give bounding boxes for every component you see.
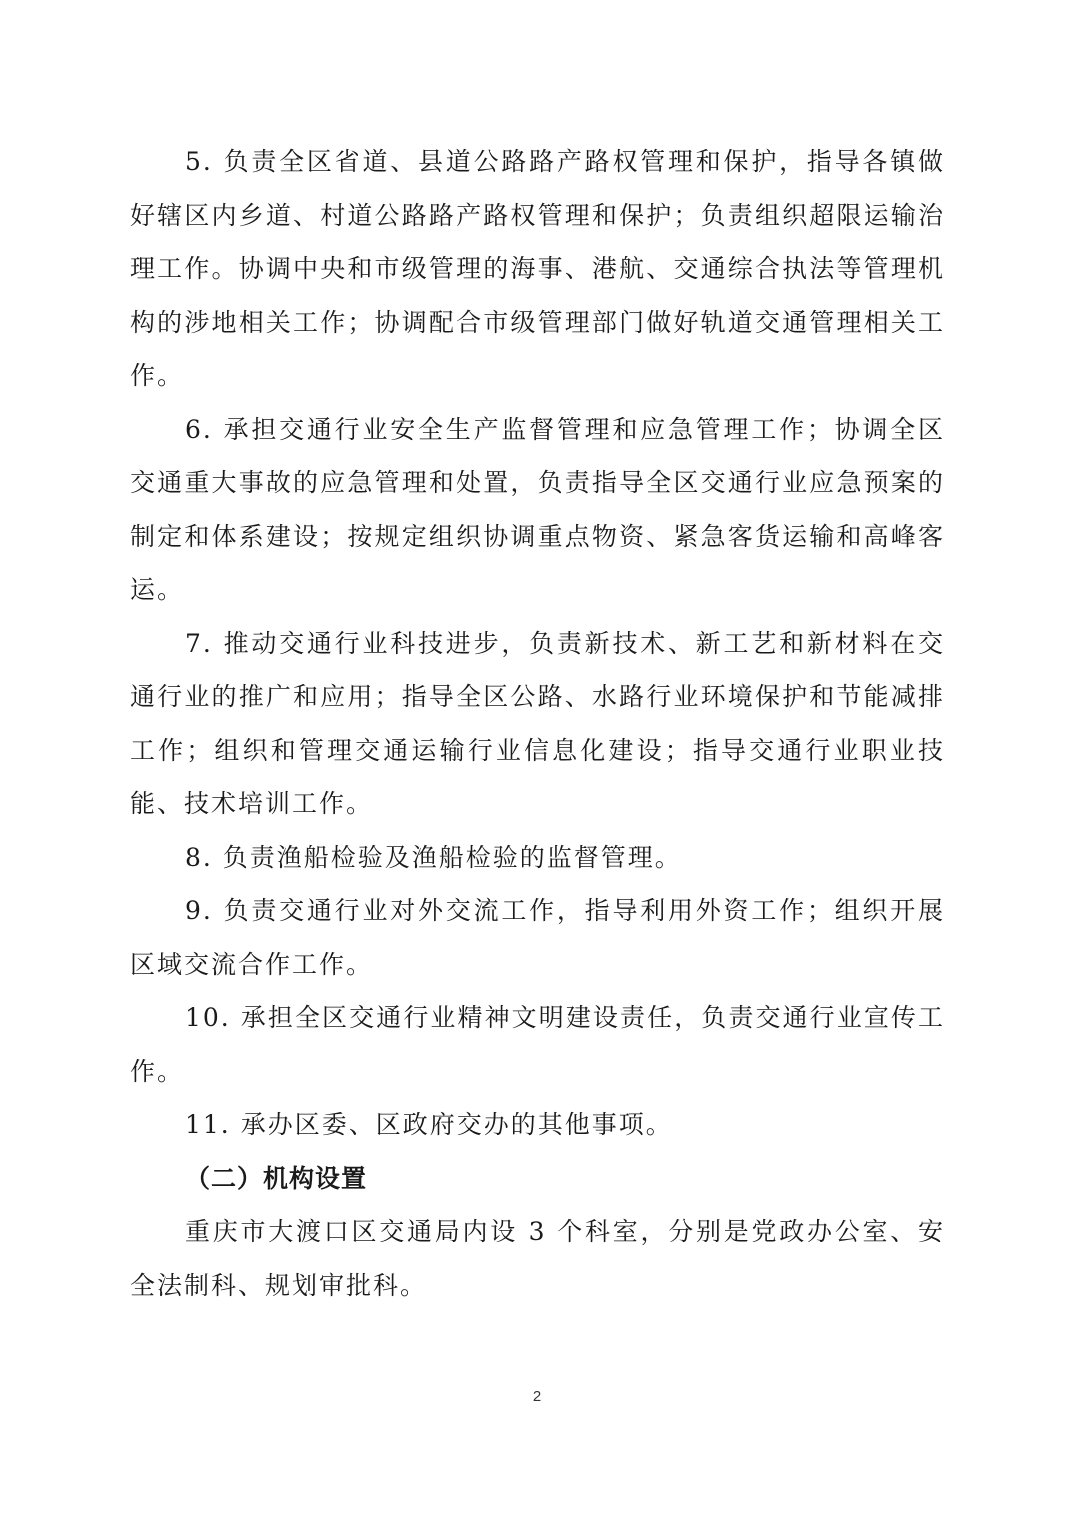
- paragraph-item-8: 8. 负责渔船检验及渔船检验的监督管理。: [185, 842, 682, 872]
- document-page: [130, 135, 945, 1312]
- paragraph-item-9: 9. 负责交通行业对外交流工作，指导利用外资工作；组织开展区域交流合作工作。: [130, 896, 945, 979]
- paragraph-item-7: 7. 推动交通行业科技进步，负责新技术、新工艺和新材料在交通行业的推广和应用；指导全区公路、水路行业环境保护和节能减排工作；组织和管理交通运输行业信息化建设；指导交通行业职业技能、技术培训工作。: [130, 628, 945, 818]
- section-paragraph: 重庆市大渡口区交通局内设 3 个科室，分别是党政办公室、安全法制科、规划审批科。: [130, 1217, 945, 1300]
- paragraph-item-10: 10. 承担全区交通行业精神文明建设责任，负责交通行业宣传工作。: [130, 1003, 945, 1086]
- paragraph-item-5: 5. 负责全区省道、县道公路路产路权管理和保护，指导各镇做好辖区内乡道、村道公路路产路权管理和保护；负责组织超限运输治理工作。协调中央和市级管理的海事、港航、交通综合执法等管理机构的涉地相关工作；协调配合市级管理部门做好轨道交通管理相关工作。: [130, 147, 945, 390]
- section-heading: （二）机构设置: [185, 1163, 368, 1193]
- paragraph-item-11: 11. 承办区委、区政府交办的其他事项。: [185, 1110, 673, 1139]
- page-number: 2: [532, 1388, 542, 1405]
- paragraph-item-6: 6. 承担交通行业安全生产监督管理和应急管理工作；协调全区交通重大事故的应急管理和处置，负责指导全区交通行业应急预案的制定和体系建设；按规定组织协调重点物资、紧急客货运输和高峰客运。: [130, 414, 945, 604]
